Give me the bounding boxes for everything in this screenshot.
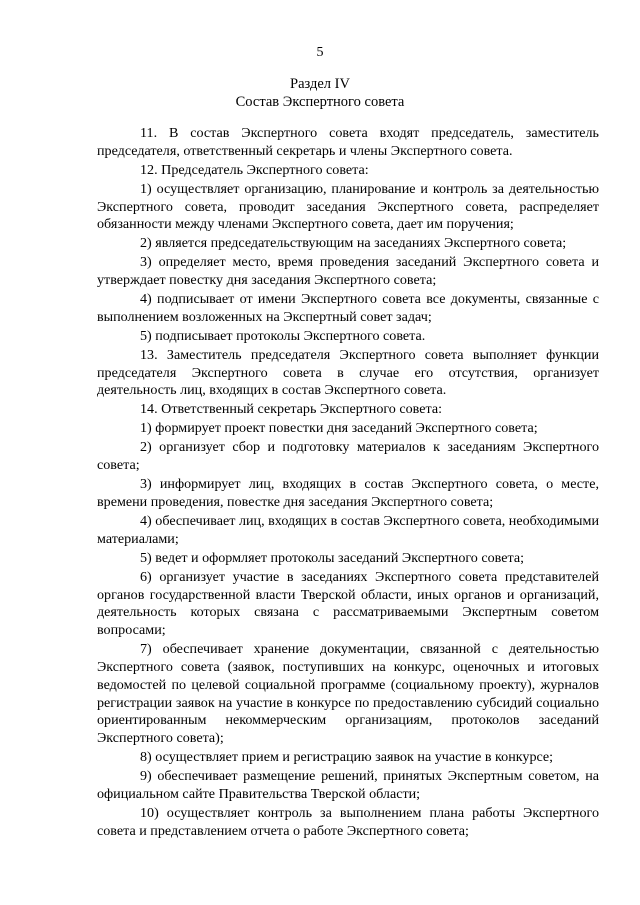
list-item: 4) подписывает от имени Экспертного совета все документы, связанные с выполнением возложенных на Экспертный совет задач; (97, 291, 599, 325)
list-item: 10) осуществляет контроль за выполнением плана работы Экспертного совета и представлением отчета о работе Экспертного совета; (97, 804, 599, 839)
list-item: 2) организует сбор и подготовку материалов к заседаниям Экспертного совета; (97, 439, 599, 474)
paragraph-13: 13. Заместитель председателя Экспертного совета выполняет функции председателя Экспертного совета в случае его отсутствия, организует деятельность лиц, входящих в состав Экспертного совета. (97, 346, 599, 399)
section-heading: Раздел IV (290, 76, 350, 92)
paragraph-12: 12. Председатель Экспертного совета: (140, 161, 369, 178)
list-item: 3) информирует лиц, входящих в состав Экспертного совета, о месте, времени проведения, повестке дня заседания Экспертного совета; (97, 476, 599, 510)
list-item: 7) обеспечивает хранение документации, связанной с деятельностью Экспертного совета (заявок, поступивших на конкурс, оценочных и итоговых ведомостей по целевой социальной программе (социальному проекту), журналов регистрации заявок на участие в конкурсе по предоставлению субсидий социально ориентированным некоммерческим организациям, протоколов заседаний Экспертного совета); (97, 641, 599, 747)
list-item: 9) обеспечивает размещение решений, принятых Экспертным советом, на официальном сайте Правительства Тверской области; (97, 768, 599, 802)
section-title: Состав Экспертного совета (235, 94, 405, 110)
list-item: 5) ведет и оформляет протоколы заседаний Экспертного совета; (140, 549, 524, 566)
document-body (97, 125, 599, 842)
list-item: 1) формирует проект повестки дня заседаний Экспертного совета; (140, 420, 538, 437)
list-item: 4) обеспечивает лиц, входящих в состав Экспертного совета, необходимыми материалами; (97, 512, 599, 547)
paragraph-11: 11. В состав Экспертного совета входят председатель, заместитель председателя, ответственный секретарь и члены Экспертного совета. (97, 125, 599, 159)
page-number: 5 (316, 45, 324, 60)
list-item: 2) является председательствующим на заседаниях Экспертного совета; (140, 235, 567, 252)
paragraph-14: 14. Ответственный секретарь Экспертного совета: (140, 401, 443, 418)
list-item: 6) организует участие в заседаниях Экспертного совета представителей органов государственной власти Тверской области, иных органов и организаций, деятельность которых связана с рассматриваемыми Экспертным советом вопросами; (97, 568, 599, 639)
section-header (0, 75, 640, 111)
list-item: 5) подписывает протоколы Экспертного совета. (140, 327, 426, 344)
list-item: 1) осуществляет организацию, планирование и контроль за деятельностью Экспертного совета, проводит заседания Экспертного совета, распределяет обязанности между членами Экспертного совета, дает им поручения; (97, 180, 599, 233)
list-item: 3) определяет место, время проведения заседаний Экспертного совета и утверждает повестку дня заседания Экспертного совета; (97, 254, 599, 289)
list-item: 8) осуществляет прием и регистрацию заявок на участие в конкурсе; (140, 749, 554, 766)
